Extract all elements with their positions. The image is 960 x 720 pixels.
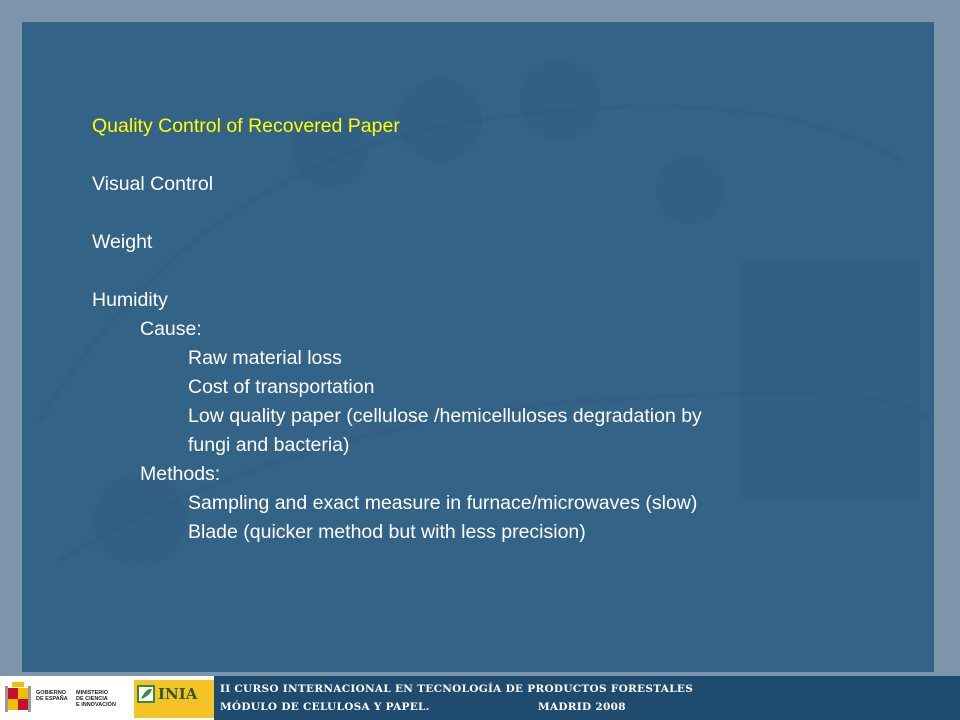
cause-item: Low quality paper (cellulose /hemicelluloses degradation by	[188, 405, 702, 427]
bullet-visual-control: Visual Control	[92, 173, 214, 195]
cause-item: Raw material loss	[188, 347, 342, 369]
subheading-methods: Methods:	[140, 463, 221, 485]
slide-body	[92, 112, 832, 547]
gobierno-espana-logo	[4, 682, 132, 716]
method-item: Sampling and exact measure in furnace/microwaves (slow)	[188, 492, 698, 514]
slide-title: Quality Control of Recovered Paper	[92, 115, 400, 137]
inia-logo	[134, 680, 214, 718]
module-title: MÓDULO DE CELULOSA Y PAPEL.	[220, 701, 430, 713]
bullet-humidity: Humidity	[92, 289, 168, 311]
bullet-weight: Weight	[92, 231, 153, 253]
subheading-cause: Cause:	[140, 318, 202, 340]
coat-of-arms-icon	[4, 682, 34, 716]
gov-text-line: DE ESPAÑA	[36, 696, 68, 702]
ministry-text-line: DE CIENCIA	[76, 696, 108, 702]
course-title: II CURSO INTERNACIONAL EN TECNOLOGÍA DE PRODUCTOS FORESTALES	[220, 683, 694, 695]
ministry-text-line: E INNOVACIÓN	[76, 702, 116, 708]
footer	[0, 676, 960, 720]
ministry-text-line: MINISTERIO	[76, 690, 109, 696]
cause-item-continuation: fungi and bacteria)	[188, 434, 350, 456]
place-date: MADRID 2008	[538, 701, 626, 713]
inia-logo-text: INIA	[158, 685, 198, 703]
gov-text-line: GOBIERNO	[36, 690, 66, 696]
footer-banner	[214, 676, 960, 720]
cause-item: Cost of transportation	[188, 376, 375, 398]
method-item: Blade (quicker method but with less precision)	[188, 521, 586, 543]
